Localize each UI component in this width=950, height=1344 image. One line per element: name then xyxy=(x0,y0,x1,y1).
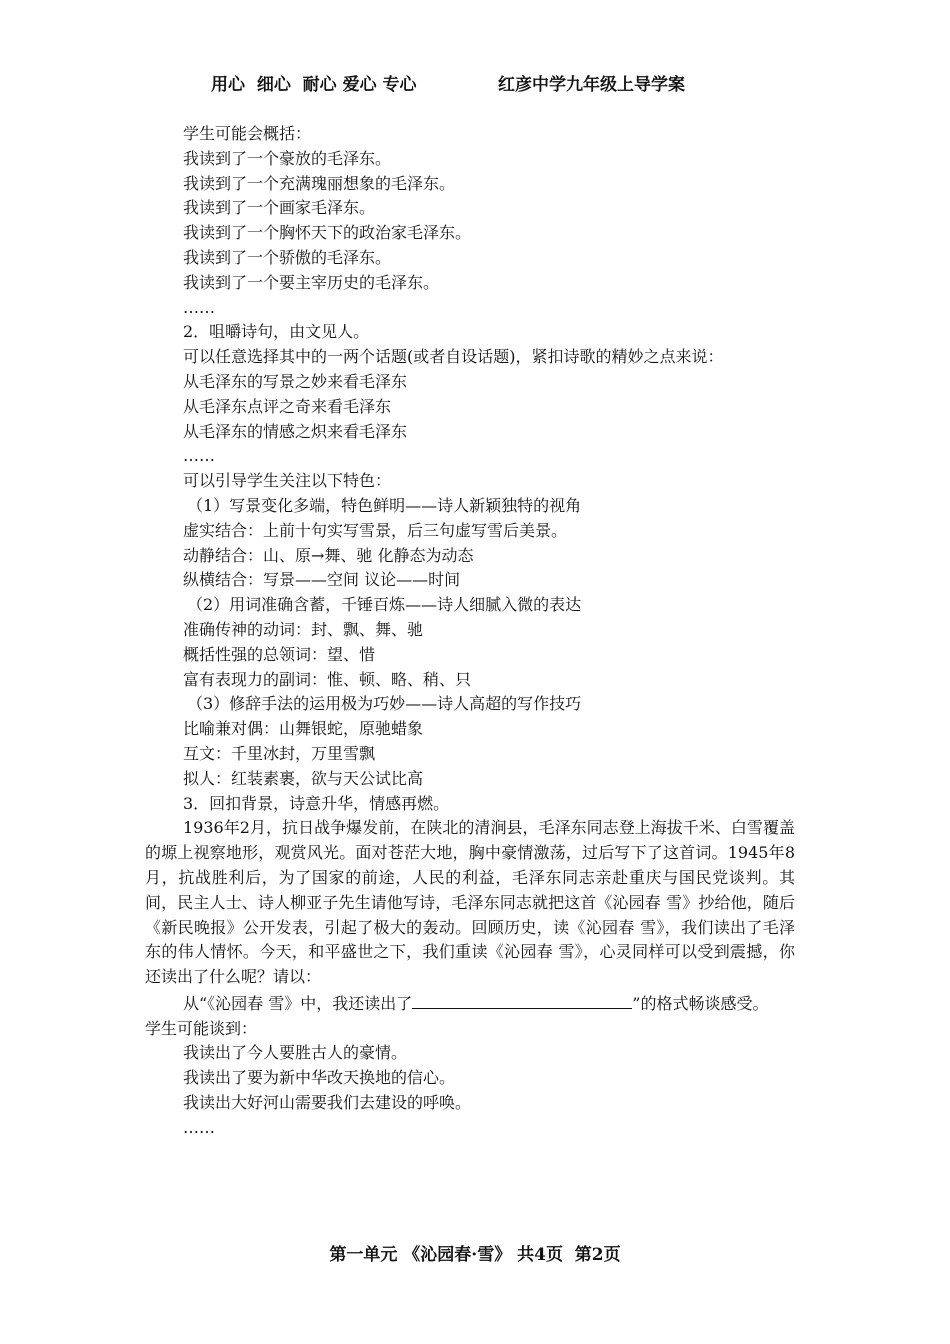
text-line: 可以引导学生关注以下特色： xyxy=(183,471,392,491)
text-line: 我读到了一个充满瑰丽想象的毛泽东。 xyxy=(183,173,456,193)
text-line: 比喻兼对偶：山舞银蛇，原驰蜡象 xyxy=(183,719,424,739)
ellipsis: …… xyxy=(183,446,215,466)
text-line: 从毛泽东的写景之妙来看毛泽东 xyxy=(183,371,408,391)
page-footer: 第一单元 《沁园春·雪》 共4页 第2页 xyxy=(329,1245,621,1265)
ellipsis: …… xyxy=(183,1117,215,1137)
feature-item-3: （3）修辞手法的运用极为巧妙——诗人高超的写作技巧 xyxy=(187,694,582,714)
text-line: 纵横结合：写景——空间 议论——时间 xyxy=(183,570,461,590)
paragraph-topics: 可以任意选择其中的一两个话题(或者自设话题)，紧扣诗歌的精妙之点来说： xyxy=(183,347,724,367)
text-line: 从毛泽东的情感之炽来看毛泽东 xyxy=(183,421,408,441)
text-line: 互文：千里冰封，万里雪飘 xyxy=(183,743,376,763)
text-line: 概括性强的总领词：望、惜 xyxy=(183,644,376,664)
text-line: 我读出了今人要胜古人的豪情。 xyxy=(183,1043,408,1063)
answer-blank xyxy=(412,990,632,1009)
text-line: 学生可能会概括： xyxy=(183,124,312,143)
text-line: 我读出大好河山需要我们去建设的呼唤。 xyxy=(183,1093,472,1113)
text-line: 拟人：红装素裹，欲与天公试比高 xyxy=(183,768,424,788)
text-line: 准确传神的动词：封、飘、舞、驰 xyxy=(183,619,424,639)
text-line: 动静结合：山、原→舞、驰 化静态为动态 xyxy=(183,545,474,565)
text-line: 从毛泽东点评之奇来看毛泽东 xyxy=(183,396,392,416)
prompt-after: ”的格式畅谈感受。 xyxy=(632,993,769,1013)
section-heading-2: 2．咀嚼诗句，由文见人。 xyxy=(183,322,370,342)
header-school: 红彦中学九年级上导学案 xyxy=(498,75,685,95)
text-line: 我读到了一个骄傲的毛泽东。 xyxy=(183,247,392,267)
text-line: 富有表现力的副词：惟、顿、略、稍、只 xyxy=(183,669,472,689)
text-line: 学生可能谈到： xyxy=(145,1018,258,1038)
feature-item-2: （2）用词准确含蓄，千锤百炼——诗人细腻入微的表达 xyxy=(187,595,582,615)
text-line: 虚实结合：上前十句实写雪景，后三句虚写雪后美景。 xyxy=(183,520,568,540)
section-heading-3: 3．回扣背景，诗意升华，情感再燃。 xyxy=(183,793,450,813)
prompt-before: 从“《沁园春 雪》中，我还读出了 xyxy=(183,993,413,1013)
text-line: 我读出了要为新中华改天换地的信心。 xyxy=(183,1068,456,1088)
ellipsis: …… xyxy=(183,297,215,317)
text-line: 我读到了一个画家毛泽东。 xyxy=(183,198,376,218)
document-body xyxy=(145,122,795,1141)
text-line: 我读到了一个胸怀天下的政治家毛泽东。 xyxy=(183,223,472,243)
background-paragraph: 1936年2月，抗日战争爆发前，在陕北的清涧县，毛泽东同志登上海拔千米、白雪覆盖的塬上视察地形，观赏风光。面对苍茫大地，胸中豪情激荡，过后写下了这首词。1945年8月，抗战胜利后，为了国家的前途，人民的利益，毛泽东同志亲赴重庆与国民党谈判。其间，民主人士、诗人柳亚子先生请他写诗，毛泽东同志就把这首《沁园春 雪》抄给他，随后《新民晚报》公开发表，引起了极大的轰动。回顾历史，读《沁园春 雪》，我们读出了毛泽东的伟人情怀。今天，和平盛世之下，我们重读《沁园春 雪》，心灵同样可以受到震撼，你还读出了什么呢？请以： xyxy=(145,818,795,987)
text-line: 我读到了一个要主宰历史的毛泽东。 xyxy=(183,272,440,292)
feature-item-1: （1）写景变化多端，特色鲜明——诗人新颖独特的视角 xyxy=(187,495,582,515)
text-line: 我读到了一个豪放的毛泽东。 xyxy=(183,148,392,168)
prompt-paragraph xyxy=(145,990,795,1017)
header-motto: 用心 细心 耐心 爱心 专心 xyxy=(211,75,417,95)
page-header xyxy=(0,70,950,96)
